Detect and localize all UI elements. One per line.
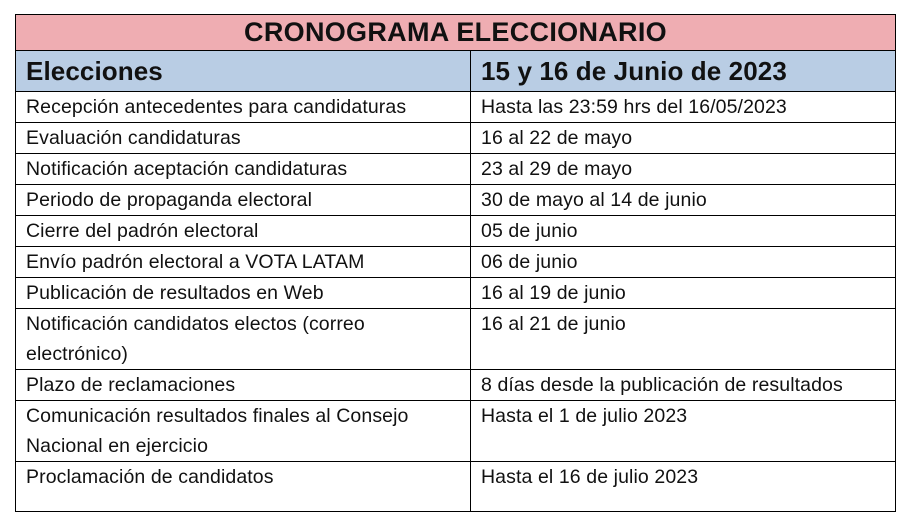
activity-cell: Publicación de resultados en Web	[16, 278, 471, 309]
header-row	[16, 51, 896, 92]
table-row	[16, 247, 896, 278]
table-row	[16, 154, 896, 185]
date-cell: 16 al 21 de junio	[471, 309, 896, 370]
date-cell: 8 días desde la publicación de resultados	[471, 370, 896, 401]
date-cell: Hasta las 23:59 hrs del 16/05/2023	[471, 92, 896, 123]
activity-cell: Notificación candidatos electos (correo electrónico)	[16, 309, 471, 370]
date-cell: 16 al 22 de mayo	[471, 123, 896, 154]
schedule-title: CRONOGRAMA ELECCIONARIO	[16, 15, 896, 51]
table-row	[16, 309, 896, 370]
activity-cell: Periodo de propaganda electoral	[16, 185, 471, 216]
date-cell: 06 de junio	[471, 247, 896, 278]
activity-cell: Envío padrón electoral a VOTA LATAM	[16, 247, 471, 278]
activity-cell: Cierre del padrón electoral	[16, 216, 471, 247]
table-row	[16, 462, 896, 512]
activity-cell: Plazo de reclamaciones	[16, 370, 471, 401]
header-elections: Elecciones	[16, 51, 471, 92]
date-cell: 05 de junio	[471, 216, 896, 247]
date-cell: Hasta el 1 de julio 2023	[471, 401, 896, 462]
activity-cell: Proclamación de candidatos	[16, 462, 471, 512]
table-row	[16, 123, 896, 154]
date-cell: 23 al 29 de mayo	[471, 154, 896, 185]
activity-cell: Notificación aceptación candidaturas	[16, 154, 471, 185]
date-cell: 30 de mayo al 14 de junio	[471, 185, 896, 216]
date-cell: 16 al 19 de junio	[471, 278, 896, 309]
table-row	[16, 92, 896, 123]
table-row	[16, 185, 896, 216]
activity-cell: Recepción antecedentes para candidaturas	[16, 92, 471, 123]
table-row	[16, 370, 896, 401]
election-schedule-table	[15, 14, 896, 512]
activity-cell: Evaluación candidaturas	[16, 123, 471, 154]
table-row	[16, 216, 896, 247]
table-row	[16, 278, 896, 309]
table-row	[16, 401, 896, 462]
date-cell: Hasta el 16 de julio 2023	[471, 462, 896, 512]
title-row	[16, 15, 896, 51]
activity-cell: Comunicación resultados finales al Consejo Nacional en ejercicio	[16, 401, 471, 462]
header-election-dates: 15 y 16 de Junio de 2023	[471, 51, 896, 92]
